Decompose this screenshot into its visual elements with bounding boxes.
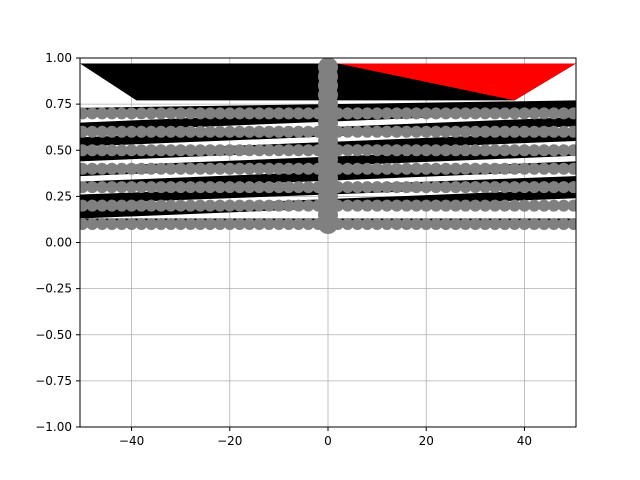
x-tick-label: −40 [118, 434, 145, 448]
y-tick-label: −0.25 [35, 281, 72, 296]
y-tick-label: 0.75 [45, 97, 72, 112]
y-tick-label: 0.25 [45, 189, 72, 204]
x-tick-label: 40 [516, 434, 533, 448]
x-tick-label: 20 [418, 434, 434, 448]
y-tick-label: 0.50 [45, 143, 72, 158]
scatter-point-column [318, 57, 338, 77]
y-tick-label: −0.50 [35, 327, 72, 342]
y-tick-label: −0.75 [35, 373, 72, 388]
y-tick-label: 0.00 [45, 235, 72, 250]
y-tick-label: 1.00 [45, 51, 72, 65]
x-tick-label: 0 [324, 434, 332, 448]
x-tick-label: −20 [217, 434, 243, 448]
y-tick-label: −1.00 [35, 420, 72, 434]
